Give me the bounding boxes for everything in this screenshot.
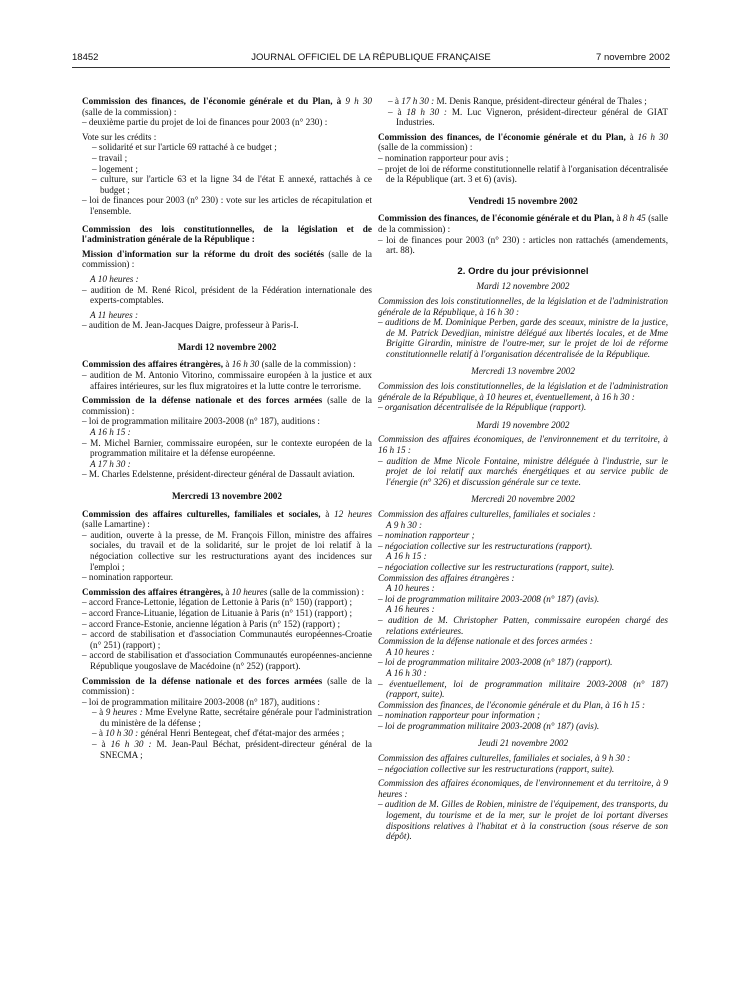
time-label: A 10 heures :: [386, 583, 435, 594]
agenda-item: – à 9 heures : Mme Evelyne Ratte, secrétaire générale pour l'administration du ministère de la défense ;: [92, 707, 373, 728]
agenda-item: – solidarité et sur l'article 69 rattaché à ce budget ;: [92, 142, 277, 153]
right-column: [378, 96, 668, 842]
agenda-item: – projet de loi de réforme constitutionnelle relatif à l'organisation décentralisée de la République (art. 3 et 6) (avis).: [378, 163, 668, 185]
agenda-item: – à 16 h 30 : M. Jean-Paul Béchat, président-directeur général de la SNECMA ;: [92, 739, 373, 760]
committee-heading: Commission des lois constitutionnelles, de la législation et de l'administration générale de la République, à 16 h 30 :: [378, 295, 668, 317]
agenda-item: – deuxième partie du projet de loi de finances pour 2003 (n° 230) :: [82, 117, 328, 128]
agenda-item: – loi de programmation militaire 2003-2008 (n° 187), auditions :: [82, 416, 320, 427]
committee-heading: Commission de la défense nationale et des forces armées (salle de la commission) :: [82, 395, 372, 416]
day-heading: Mercredi 20 novembre 2002: [471, 494, 575, 505]
day-heading: Jeudi 21 novembre 2002: [477, 738, 569, 749]
agenda-item: – M. Michel Barnier, commissaire européen, sur le contexte européen de la programmation militaire et la défense européenne.: [82, 437, 372, 459]
agenda-item: – négociation collective sur les restructurations (rapport).: [378, 540, 593, 551]
page-header: [72, 52, 670, 66]
agenda-item: – nomination rapporteur pour avis ;: [378, 152, 509, 163]
committee-heading: Commission des affaires économiques, de l'environnement et du territoire, à 16 h 15 :: [378, 434, 668, 456]
agenda-item: – négociation collective sur les restructurations (rapport, suite).: [378, 763, 615, 774]
agenda-item: – audition de M. Antonio Vitorino, commissaire européen à la justice et aux affaires intérieures, sur les flux migratoires et la lutte contre le terrorisme.: [82, 370, 372, 391]
day-heading: Mardi 12 novembre 2002: [476, 281, 570, 292]
agenda-item: – loi de programmation militaire 2003-2008 (n° 187) (rapport).: [378, 657, 613, 668]
committee-heading: Commission des finances, de l'économie générale et du Plan, à 9 h 30 (salle de la commission) :: [82, 96, 372, 117]
committee-heading: Commission des lois constitutionnelles, de la législation et de l'administration générale de la République :: [82, 223, 372, 245]
committee-heading: Commission des affaires étrangères, à 16 h 30 (salle de la commission) :: [82, 359, 356, 370]
day-heading: Mercredi 13 novembre 2002: [471, 366, 575, 377]
agenda-item: – loi de finances pour 2003 (n° 230) : articles non rattachés (amendements, art. 88).: [378, 234, 668, 256]
committee-heading: Commission des finances, de l'économie générale et du Plan, à 16 h 15 :: [378, 699, 646, 710]
agenda-item: – loi de programmation militaire 2003-2008 (n° 187) (avis).: [378, 593, 600, 604]
agenda-item: – accord de stabilisation et d'association Communautés européennes-ancienne République yougoslave de Macédoine (n° 252) (rapport).: [82, 650, 372, 671]
committee-heading: Commission des lois constitutionnelles, de la législation et de l'administration générale de la République, à 10 heures et, éventuellement, à 16 h 30 :: [378, 381, 668, 402]
issue-date: 7 novembre 2002: [596, 52, 670, 63]
committee-heading: Commission des affaires étrangères, à 10 heures (salle de la commission) :: [82, 586, 365, 597]
left-column: [82, 96, 372, 760]
committee-heading: Commission de la défense nationale et des forces armées :: [378, 636, 593, 647]
time-label: A 16 h 30 :: [386, 667, 427, 678]
day-heading: Mercredi 13 novembre 2002: [172, 491, 282, 501]
agenda-item: – M. Charles Edelstenne, président-directeur général de Dassault aviation.: [82, 469, 355, 480]
agenda-item: – travail ;: [92, 152, 128, 163]
committee-heading: Commission des affaires culturelles, familiales et sociales, à 9 h 30 :: [378, 753, 631, 764]
agenda-item: – loi de programmation militaire 2003-2008 (n° 187), auditions :: [82, 696, 320, 707]
time-label: A 16 heures :: [386, 604, 435, 615]
agenda-item: – nomination rapporteur.: [82, 572, 174, 583]
agenda-item: – audition de M. Gilles de Robien, ministre de l'équipement, des transports, du logement, du tourisme et de la mer, sur le projet de loi portant diverses dispositions relatives à l'habitat et à la construction (sous réserve de son dépôt).: [378, 799, 668, 842]
time-label: A 16 h 15 :: [386, 551, 427, 562]
committee-heading: Commission des affaires culturelles, familiales et sociales :: [378, 509, 596, 519]
committee-heading: Commission des affaires étrangères :: [378, 572, 515, 583]
time-label: A 9 h 30 :: [386, 519, 423, 530]
agenda-item: – loi de finances pour 2003 (n° 230) : vote sur les articles de récapitulation et l'ensemble.: [82, 195, 372, 216]
agenda-item: – à 18 h 30 : M. Luc Vigneron, président-directeur général de GIAT Industries.: [388, 106, 668, 128]
agenda-item: – accord France-Lettonie, légation de Lettonie à Paris (n° 150) (rapport) ;: [82, 597, 353, 608]
agenda-item: – nomination rapporteur ;: [378, 530, 475, 541]
day-heading: Vendredi 15 novembre 2002: [468, 195, 578, 206]
agenda-item: – éventuellement, loi de programmation militaire 2003-2008 (n° 187) (rapport, suite).: [378, 678, 668, 700]
time-label: A 10 heures :: [386, 646, 435, 657]
time-label: A 11 heures :: [90, 309, 139, 320]
agenda-item: – accord de stabilisation et d'association Communautés européennes-Croatie (n° 251) (rapport) ;: [82, 629, 372, 650]
mission-heading: Mission d'information sur la réforme du droit des sociétés (salle de la commission) :: [82, 248, 372, 270]
agenda-item: – à 10 h 30 : général Henri Bentegeat, chef d'état-major des armées ;: [92, 728, 345, 739]
agenda-item: – accord France-Lituanie, légation de Lituanie à Paris (n° 151) (rapport) ;: [82, 607, 353, 618]
section-heading: 2. Ordre du jour prévisionnel: [457, 265, 589, 277]
committee-heading: Commission des finances, de l'économie générale et du Plan, à 16 h 30 (salle de la commission) :: [378, 131, 669, 153]
agenda-item: – logement ;: [92, 163, 138, 174]
agenda-item: – audition de M. Jean-Jacques Daigre, professeur à Paris-I.: [82, 320, 299, 331]
agenda-item: – négociation collective sur les restructurations (rapport, suite).: [378, 561, 615, 572]
time-label: A 17 h 30 :: [90, 458, 131, 469]
committee-heading: Commission des finances, de l'économie générale et du Plan, à 8 h 45 (salle de la commission) :: [378, 213, 669, 234]
day-heading: Mardi 19 novembre 2002: [476, 419, 570, 430]
agenda-item: – audition de Mme Nicole Fontaine, ministre déléguée à l'industrie, sur le projet de loi relatif aux marchés énergétiques et au service public de l'énergie (n° 326) et discussion générale sur ce texte.: [378, 455, 668, 487]
header-rule: [72, 67, 670, 68]
committee-heading: Commission des affaires économiques, de l'environnement et du territoire, à 9 heures :: [378, 778, 668, 799]
agenda-item: – culture, sur l'article 63 et la ligne 34 de l'état E annexé, rattachés à ce budget ;: [92, 174, 372, 195]
agenda-text: Vote sur les crédits :: [82, 131, 157, 142]
agenda-item: – accord France-Estonie, ancienne légation à Paris (n° 152) (rapport) ;: [82, 618, 341, 629]
day-heading: Mardi 12 novembre 2002: [177, 341, 277, 352]
page-number: 18452: [72, 52, 99, 63]
time-label: A 10 heures :: [90, 273, 139, 284]
agenda-item: – nomination rapporteur pour information ;: [378, 710, 541, 721]
time-label: A 16 h 15 :: [90, 427, 131, 438]
agenda-item: – audition, ouverte à la presse, de M. François Fillon, ministre des affaires sociales, du travail et de la solidarité, sur le projet de loi relatif à la négociation collective sur les restructurations ayant des incidences sur l'emploi ;: [82, 529, 372, 572]
agenda-item: – à 17 h 30 : M. Denis Ranque, président-directeur général de Thales ;: [388, 96, 647, 106]
agenda-item: – audition de M. Christopher Patten, commissaire européen chargé des relations extérieures.: [378, 614, 668, 636]
agenda-item: – audition de M. René Ricol, président de la Fédération internationale des experts-comptables.: [82, 284, 372, 306]
journal-title: JOURNAL OFFICIEL DE LA RÉPUBLIQUE FRANÇAISE: [251, 52, 491, 63]
agenda-item: – loi de programmation militaire 2003-2008 (n° 187) (avis).: [378, 720, 600, 731]
agenda-item: – organisation décentralisée de la République (rapport).: [378, 402, 587, 413]
agenda-item: – auditions de M. Dominique Perben, garde des sceaux, ministre de la justice, de M. Patrick Devedjian, ministre délégué aux libertés locales, et de Mme Brigitte Girardin, ministre de l'outre-mer, sur le projet de loi de réforme constitutionnelle relatif à l'organisation décentralisée de la République.: [378, 317, 668, 359]
committee-heading: Commission des affaires culturelles, familiales et sociales, à 12 heures (salle Lamartine) :: [82, 508, 373, 530]
committee-heading: Commission de la défense nationale et des forces armées (salle de la commission) :: [82, 675, 372, 697]
